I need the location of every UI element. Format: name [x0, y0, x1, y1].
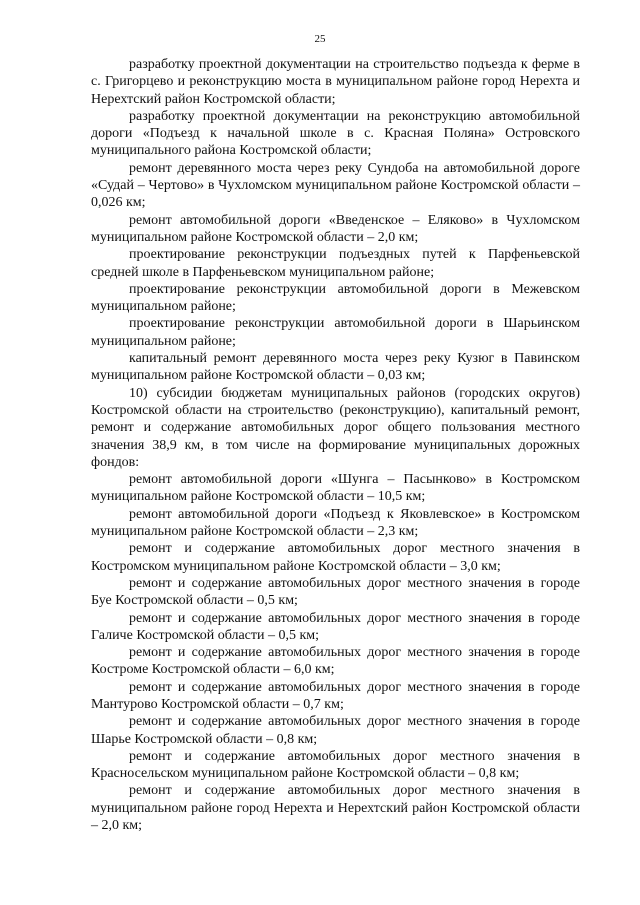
paragraph: ремонт и содержание автомобильных дорог местного значения в городе Мантурово Костромской области – 0,7 км; [91, 679, 580, 712]
paragraph: ремонт автомобильной дороги «Введенское – Еляково» в Чухломском муниципальном районе Костромской области – 2,0 км; [91, 212, 580, 245]
paragraph: ремонт деревянного моста через реку Сундоба на автомобильной дороге «Судай – Чертово» в Чухломском муниципальном районе Костромской области – 0,026 км; [91, 160, 580, 211]
document-body [91, 56, 580, 834]
paragraph: ремонт и содержание автомобильных дорог местного значения в муниципальном районе город Нерехта и Нерехтский район Костромской области – 2,0 км; [91, 783, 580, 834]
paragraph: ремонт и содержание автомобильных дорог местного значения в Костромском муниципальном районе Костромской области – 3,0 км; [91, 541, 580, 574]
paragraph: разработку проектной документации на реконструкцию автомобильной дороги «Подъезд к начальной школе в с. Красная Поляна» Островского муниципального района Костромской области; [91, 108, 580, 159]
paragraph: проектирование реконструкции автомобильной дороги в Межевском муниципальном районе; [91, 281, 580, 315]
paragraph: ремонт и содержание автомобильных дорог местного значения в Красносельском муниципальном районе Костромской области – 0,8 км; [91, 748, 580, 782]
paragraph: капитальный ремонт деревянного моста через реку Кузюг в Павинском муниципальном районе Костромской области – 0,03 км; [91, 351, 580, 384]
paragraph: ремонт автомобильной дороги «Подъезд к Яковлевское» в Костромском муниципальном районе Костромской области – 2,3 км; [91, 506, 580, 540]
paragraph: ремонт и содержание автомобильных дорог местного значения в городе Костроме Костромской области – 6,0 км; [91, 645, 580, 678]
page-number: 25 [314, 33, 326, 45]
paragraph: проектирование реконструкции подъездных путей к Парфеньевской средней школе в Парфеньевском муниципальном районе; [91, 247, 580, 280]
paragraph: ремонт и содержание автомобильных дорог местного значения в городе Шарье Костромской области – 0,8 км; [91, 714, 580, 747]
paragraph: ремонт и содержание автомобильных дорог местного значения в городе Галиче Костромской области – 0,5 км; [91, 610, 580, 643]
paragraph: проектирование реконструкции автомобильной дороги в Шарьинском муниципальном районе; [91, 316, 580, 349]
paragraph: 10) субсидии бюджетам муниципальных районов (городских округов) Костромской области на строительство (реконструкцию), капитальный ремонт, ремонт и содержание автомобильных дорог общего пользования местного значения 38,9 км, в том числе на формирование муниципальных дорожных фондов: [91, 385, 580, 470]
paragraph: ремонт автомобильной дороги «Шунга – Пасынково» в Костромском муниципальном районе Костромской области – 10,5 км; [91, 472, 580, 505]
paragraph: разработку проектной документации на строительство подъезда к ферме в с. Григорцево и реконструкцию моста в муниципальном районе город Нерехта и Нерехтский район Костромской области; [91, 57, 580, 107]
paragraph: ремонт и содержание автомобильных дорог местного значения в городе Буе Костромской области – 0,5 км; [91, 575, 580, 609]
